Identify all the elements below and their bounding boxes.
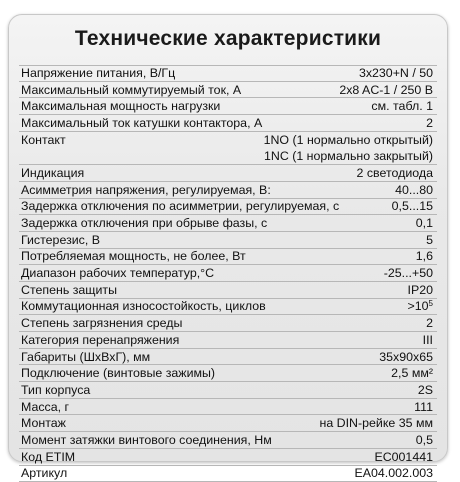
spec-value-text: 1NC (1 нормально закрытый) (264, 149, 433, 163)
spec-value-text: 111 (414, 400, 433, 414)
spec-param: Асимметрия напряжения, регулируемая, В: (21, 183, 271, 197)
spec-value (374, 450, 433, 464)
spec-value (414, 400, 433, 414)
spec-value-text: 2S (418, 383, 433, 397)
spec-value (392, 199, 433, 213)
table-row (19, 215, 437, 232)
spec-value-text: см. табл. 1 (371, 99, 433, 113)
spec-value (354, 466, 433, 480)
spec-param: Момент затяжки винтового соединения, Нм (21, 433, 272, 447)
spec-value-text: III (423, 333, 433, 347)
spec-value (379, 350, 433, 364)
spec-value-text: 0,5 (416, 433, 433, 447)
table-row (19, 82, 437, 99)
spec-param: Габариты (ШхВхГ), мм (21, 350, 150, 364)
table-row (19, 382, 437, 399)
spec-param: Коммутационная износостойкость, циклов (21, 299, 266, 313)
table-row (19, 466, 437, 482)
spec-param: Напряжение питания, В/Гц (21, 66, 175, 80)
spec-value (416, 433, 433, 447)
spec-param: Максимальная мощность нагрузки (21, 99, 220, 113)
spec-param: Категория перенапряжения (21, 333, 179, 347)
spec-value-exponent: 5 (429, 299, 433, 308)
table-row (19, 299, 437, 316)
table-row (19, 265, 437, 282)
spec-value (426, 316, 433, 330)
spec-value-text: >10 (408, 299, 429, 313)
spec-card (8, 14, 448, 462)
table-row (19, 132, 437, 149)
spec-value (395, 183, 433, 197)
spec-value-text: 0,1 (416, 216, 433, 230)
table-row (19, 399, 437, 416)
table-row (19, 115, 437, 132)
spec-param: Монтаж (21, 416, 66, 430)
spec-value (416, 216, 433, 230)
spec-value (408, 283, 434, 297)
table-row (19, 199, 437, 216)
spec-table (19, 65, 437, 482)
table-row (19, 249, 437, 266)
spec-param: Диапазон рабочих температур,°С (21, 266, 214, 280)
spec-value (426, 116, 433, 130)
spec-value (371, 99, 433, 113)
spec-value-text: 40...80 (395, 183, 433, 197)
spec-value (418, 383, 433, 397)
spec-value (319, 416, 433, 430)
spec-value-text: 1NO (1 нормально открытый) (264, 133, 433, 147)
spec-value (339, 83, 433, 97)
spec-value (359, 66, 433, 80)
spec-param: Задержка отключения при обрыве фазы, с (21, 216, 267, 230)
spec-param: Масса, г (21, 400, 69, 414)
table-row (19, 148, 437, 165)
spec-value-text: 2 (426, 316, 433, 330)
spec-param: Максимальный ток катушки контактора, А (21, 116, 262, 130)
spec-value (264, 149, 433, 163)
spec-value-text: 35x90x65 (379, 350, 433, 364)
table-row (19, 98, 437, 115)
spec-param: Подключение (винтовые зажимы) (21, 366, 215, 380)
table-row (19, 65, 437, 82)
spec-value (416, 249, 433, 263)
table-row (19, 415, 437, 432)
spec-value-text: 2 (426, 116, 433, 130)
spec-value (391, 366, 433, 380)
spec-param: Задержка отключения по асимметрии, регулируемая, с (21, 199, 339, 213)
spec-value (384, 266, 433, 280)
spec-value-text: 0,5...15 (392, 199, 433, 213)
table-row (19, 282, 437, 299)
spec-param: Гистерезис, В (21, 233, 100, 247)
table-row (19, 232, 437, 249)
spec-param: Степень загрязнения среды (21, 316, 182, 330)
spec-value-text: EC001441 (374, 450, 433, 464)
spec-param: Артикул (21, 466, 67, 480)
spec-value-text: EA04.002.003 (354, 466, 433, 480)
spec-value-text: 2,5 мм² (391, 366, 433, 380)
table-row (19, 182, 437, 199)
table-row (19, 332, 437, 349)
table-row (19, 449, 437, 466)
spec-value (408, 299, 433, 313)
spec-value-text: 3x230+N / 50 (359, 66, 433, 80)
table-row (19, 349, 437, 366)
spec-value-text: 5 (426, 233, 433, 247)
spec-param: Контакт (21, 133, 66, 147)
table-row (19, 165, 437, 182)
spec-param: Степень защиты (21, 283, 117, 297)
spec-value (264, 133, 433, 147)
table-row (19, 365, 437, 382)
spec-param: Индикация (21, 166, 84, 180)
page-title: Технические характеристики (9, 27, 447, 51)
spec-value (357, 166, 434, 180)
spec-param: Максимальный коммутируемый ток, А (21, 83, 241, 97)
spec-value (426, 233, 433, 247)
spec-value-text: IP20 (408, 283, 434, 297)
spec-value (423, 333, 433, 347)
table-row (19, 315, 437, 332)
table-row (19, 432, 437, 449)
spec-value-text: на DIN-рейке 35 мм (319, 416, 433, 430)
spec-value-text: 2 светодиода (357, 166, 434, 180)
spec-value-text: 2x8 AC-1 / 250 В (339, 83, 433, 97)
spec-value-text: -25...+50 (384, 266, 433, 280)
spec-param: Тип корпуса (21, 383, 90, 397)
spec-value-text: 1,6 (416, 249, 433, 263)
spec-param: Потребляемая мощность, не более, Вт (21, 249, 246, 263)
spec-param: Код ETIM (21, 450, 75, 464)
